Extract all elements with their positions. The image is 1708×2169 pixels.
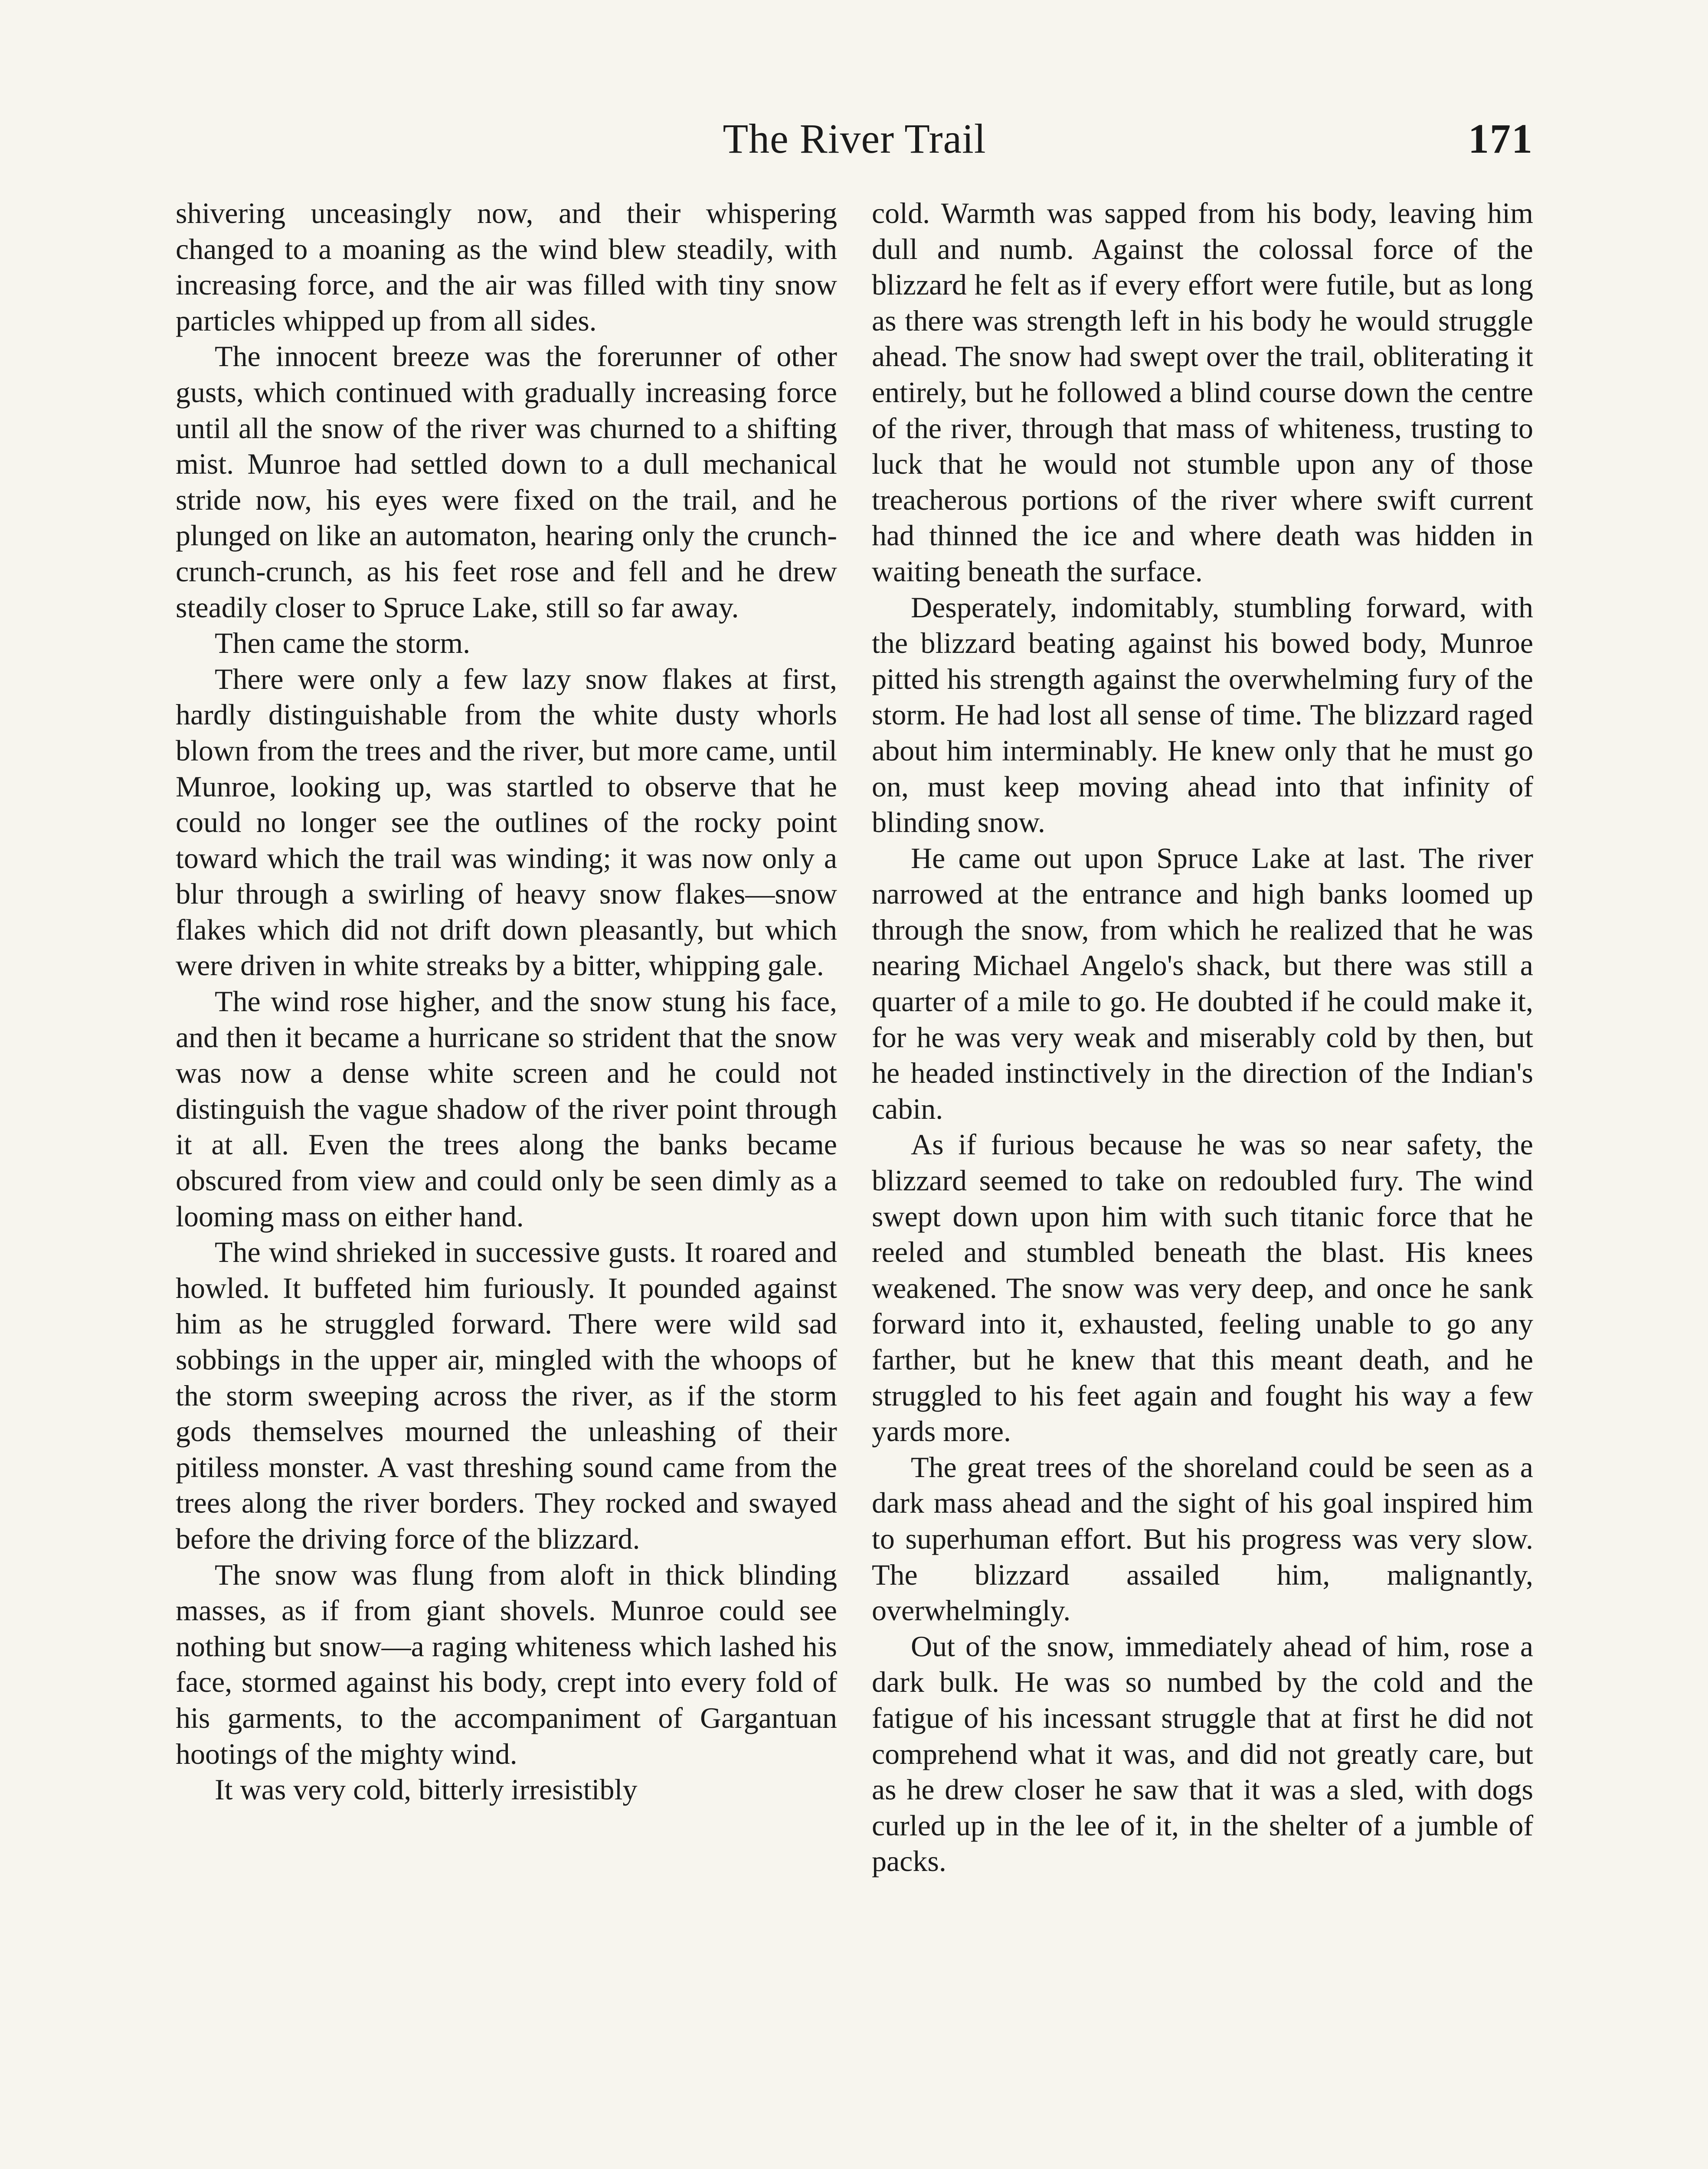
- left-column: [176, 195, 837, 2169]
- paragraph: The wind rose higher, and the snow stung his face, and then it became a hurricane so strident that the snow was now a dense white screen and he could not distinguish the vague shadow of the river point through it at all. Even the trees along the banks became obscured from view and could only be seen dimly as a looming mass on either hand.: [176, 985, 837, 1233]
- paragraph: Then came the storm.: [215, 626, 471, 660]
- paragraph: There were only a few lazy snow flakes at first, hardly distinguishable from the white dusty whorls blown from the trees and the river, but more came, until Munroe, looking up, was startled to observe that he could no longer see the outlines of the rocky point toward which the trail was winding; it was now only a blur through a swirling of heavy snow flakes—snow flakes which did not drift down pleasantly, but which were driven in white streaks by a bitter, whipping gale.: [176, 662, 837, 982]
- paragraph: cold. Warmth was sapped from his body, leaving him dull and numb. Against the colossal force of the blizzard he felt as if every effort were futile, but as long as there was strength left in his body he would struggle ahead. The snow had swept over the trail, obliterating it entirely, but he followed a blind course down the centre of the river, through that mass of whiteness, trusting to luck that he would not stumble upon any of those treacherous portions of the river where swift current had thinned the ice and where death was hidden in waiting beneath the surface.: [872, 197, 1533, 588]
- paragraph: The innocent breeze was the forerunner of other gusts, which continued with gradually increasing force until all the snow of the river was churned to a shifting mist. Munroe had settled down to a dull mechanical stride now, his eyes were fixed on the trail, and he plunged on like an automaton, hearing only the crunch-crunch-crunch, as his feet rose and fell and he drew steadily closer to Spruce Lake, still so far away.: [176, 340, 837, 624]
- text-columns: [176, 195, 1533, 2169]
- paragraph: He came out upon Spruce Lake at last. The river narrowed at the entrance and high banks loomed up through the snow, from which he realized that he was nearing Michael Angelo's shack, but there was still a quarter of a mile to go. He doubted if he could make it, for he was very weak and miserably cold by then, but he headed instinctively in the direction of the Indian's cabin.: [872, 841, 1533, 1125]
- running-title: The River Trail: [723, 115, 986, 162]
- paragraph: The great trees of the shoreland could be seen as a dark mass ahead and the sight of his goal inspired him to superhuman effort. But his progress was very slow. The blizzard assailed him, malignantly, overwhelmingly.: [872, 1450, 1533, 1627]
- paragraph: Desperately, indomitably, stumbling forward, with the blizzard beating against his bowed body, Munroe pitted his strength against the overwhelming fury of the storm. He had lost all sense of time. The blizzard raged about him interminably. He knew only that he must go on, must keep moving ahead into that infinity of blinding snow.: [872, 590, 1533, 839]
- page-number: 171: [1468, 115, 1533, 162]
- paragraph: The wind shrieked in successive gusts. It roared and howled. It buffeted him furiously. It pounded against him as he struggled forward. There were wild sad sobbings in the upper air, mingled with the whoops of the storm sweeping across the river, as if the storm gods themselves mourned the unleashing of their pitiless monster. A vast threshing sound came from the trees along the river borders. They rocked and swayed before the driving force of the blizzard.: [176, 1235, 837, 1555]
- paragraph: Out of the snow, immediately ahead of him, rose a dark bulk. He was so numbed by the cold and the fatigue of his incessant struggle that at first he did not comprehend what it was, and did not greatly care, but as he drew closer he saw that it was a sled, with dogs curled up in the lee of it, in the shelter of a jumble of packs.: [872, 1629, 1533, 1878]
- right-column: [872, 195, 1533, 2169]
- page-header: [176, 108, 1533, 169]
- paragraph: shivering unceasingly now, and their whispering changed to a moaning as the wind blew steadily, with increasing force, and the air was filled with tiny snow particles whipped up from all sides.: [176, 197, 837, 337]
- paragraph: The snow was flung from aloft in thick blinding masses, as if from giant shovels. Munroe could see nothing but snow—a raging whiteness which lashed his face, stormed against his body, crept into every fold of his garments, to the accompaniment of Gargantuan hootings of the mighty wind.: [176, 1558, 837, 1770]
- paragraph: As if furious because he was so near safety, the blizzard seemed to take on redoubled fury. The wind swept down upon him with such titanic force that he reeled and stumbled beneath the blast. His knees weakened. The snow was very deep, and once he sank forward into it, exhausted, feeling unable to go any farther, but he knew that this meant death, and he struggled to his feet again and fought his way a few yards more.: [872, 1128, 1533, 1448]
- paragraph: It was very cold, bitterly irresistibly: [215, 1773, 638, 1806]
